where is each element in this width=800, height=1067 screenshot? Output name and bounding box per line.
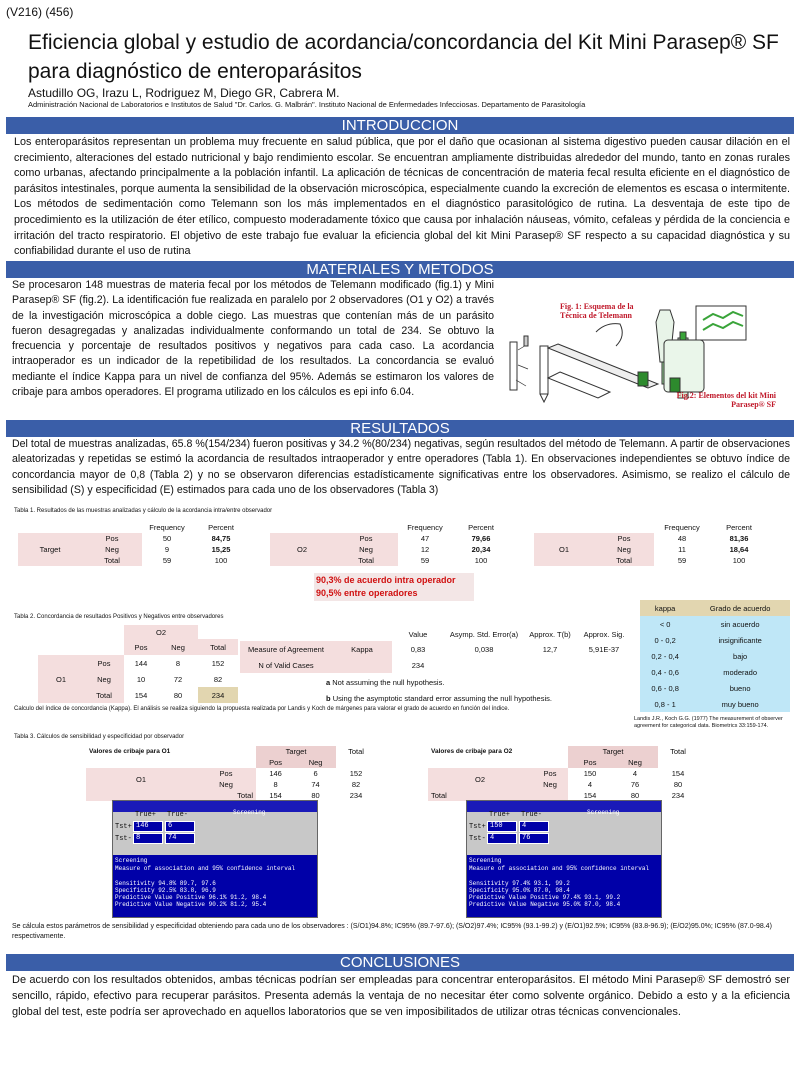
authors: Astudillo OG, Irazu L, Rodriguez M, Diego GR, Cabrera M.	[28, 86, 340, 100]
section-conclusions-header: CONCLUSIONES	[6, 954, 794, 971]
table1-o2: Frequency Percent O2 Pos 47 79,66 Neg 12 20,34 Total 59 100	[270, 522, 510, 566]
section-results-header: RESULTADOS	[6, 420, 794, 437]
intro-text: Los enteroparásitos representan un problema muy frecuente en salud pública, que por el daño que ocasionan al sistema digestivo pueden causar dilación en el crecimiento, alteraciones del estado nutricional y bajo rendimiento escolar. Se encuentran ampliamente distribuidas alrededor del mundo, tanto en zonas rurales como urbanas, afectando principalmente a la población infantil. La aplicación de técnicas de concentración de materia fecal resulta eficiente en el diagnóstico de parásitos intestinales, porque aumenta la sensibilidad de la observación microscópica, especialmente cuando la excreción de elementos es escasa o intermitente. Los métodos de sedimentación como Telemann son los más implementados en el diagnóstico parasitológico de rutina. La desventaja de este tipo de procedimiento es la utilización de éter etílico, compuesto moderadamente tóxico que causa por inhalación náuseas, vómito, cefaleas y pérdida de la conciencia e irritación del tracto respiratorio. El objetivo de este trabajo fue evaluar la eficiencia global del kit Mini Parasep® SF respecto a su capacidad diagnóstica y su confiabilidad durante el uso de rutina	[14, 136, 790, 258]
fig2-caption: Fig.2: Elementos del kit Mini Parasep® SF	[676, 391, 776, 409]
kappa-reference: Landis J.R., Koch G.G. (1977) The measurement of observer agreement for categorical data. Biometrics 33:159-174.	[634, 716, 783, 729]
kappa-scale-table: kappa Grado de acuerdo < 0 sin acuerdo 0 - 0,2 insignificante 0,2 - 0,4 bajo 0,4 - 0,6 moderado 0,6 - 0,8 bueno 0,8 - 1 muy bueno	[640, 600, 790, 712]
table1-o1: Frequency Percent O1 Pos 48 81,36 Neg 11 18,64 Total 59 100	[534, 522, 768, 566]
table2-note-b: b Using the asymptotic standard error assuming the null hypothesis.	[326, 694, 552, 703]
agreement-summary	[314, 573, 474, 601]
table3-o2: Valores de cribaje para O2 Target Total Pos Neg O2 Pos 150 4 154 Neg 4 76 80 Total 154 80 234	[428, 746, 698, 801]
methods-text: Se procesaron 148 muestras de materia fecal por los métodos de Telemann modificado (fig.1) y Mini Parasep® SF (fig.2). La identificación fue realizada en paralelo por 2 observadores (O1 y O2) a través de la investigación microscópica a doble ciego. Las muestras que contenían más de un parásito fueron desagregadas y analizadas individualmente conformando un total de 234. Se obtuvo la frecuencia y porcentaje de resultados positivos y negativos para cada caso. La acordancia intraoperador es un indicador de la repetibilidad de los resultados. La concordancia se evaluó mediante el índice Kappa para un nivel de confianza del 95%. Además se estimaron los valores de cribaje para ambos operadores. El programa utilizado en los cálculos es epi info 6.04.	[12, 279, 494, 399]
table2-note-a: a Not assuming the null hypothesis.	[326, 678, 445, 687]
table3-o1: Valores de cribaje para O1 Target Total Pos Neg O1 Pos 146 6 152 Neg 8 74 82 Total 154 80 234	[86, 746, 376, 801]
sensitivity-note: Se cálcula estos parámetros de sensibilidad y especificidad obteniendo para cada uno de los observadores : (S/O1)94.8%; IC95% (89.7-97.6); (S/O2)97.4%; IC95% (93.1-99.2) y (E/O1)92.5%; IC95% (83.8-96.9); (E/O2)95.0%; IC95% (87.0-98.4) respectivamente.	[12, 923, 772, 940]
table3-caption: Tabla 3. Cálculos de sensibilidad y especificidad por observador	[14, 734, 185, 740]
poster-title: Eficiencia global y estudio de acordancia/concordancia del Kit Mini Parasep® SF para diagnóstico de enteroparásitos	[28, 31, 779, 83]
fig1-caption: Fig. 1: Esquema de la Técnica de Telemann	[560, 302, 634, 320]
kappa-calc-note: Calculo del índice de concordancia (Kappa). El análisis se realiza siguiendo la propuesta realizada por Landis y Koch de márgenes para valorar el grado de acuerdo en función del índice.	[14, 706, 510, 712]
section-methods-header: MATERIALES Y METODOS	[6, 261, 794, 278]
table2-caption: Tabla 2. Concordancia de resultados Positivos y Negativos entre observadores	[14, 614, 224, 620]
methods-figures	[498, 280, 798, 412]
poster-code: (V216) (456)	[6, 5, 74, 19]
table1-target: Frequency Percent Target Pos 50 84,75 Neg 9 15,25 Total 59 100	[18, 522, 250, 566]
table1-caption: Tabla 1. Resultados de las muestras analizadas y cálculo de la acordancia intra/entre observador	[14, 508, 273, 514]
section-intro-header: INTRODUCCION	[6, 117, 794, 134]
table2-kappa-stats: Value Asymp. Std. Error(a) Approx. T(b) Approx. Sig. Measure of Agreement Kappa 0,83 0,038 12,7 5,91E-37 N of Valid Cases 234	[240, 627, 632, 673]
results-text: Del total de muestras analizadas, 65.8 %(154/234) fueron positivas y 34.2 %(80/234) negativas, según resultados del método de Telemann. A partir de observaciones aleatorizadas y repetidas se estimó la acordancia de resultados intraoperador y entre operadores (Tabla 1). En observaciones independientes se obtuvo índice de concordancia mayor de 0,8 (Tabla 2) y no se observaron diferencias estadísticamente significativas entre los observadores. Asimismo, se realizo el cálculo de sensibilidad (S) y especificidad (E) estimados para cada uno de los observadores (Tabla 3)	[12, 438, 790, 497]
epi-info-screen-o2: Screening True+ True- Tst+ Tst- 150 4 4 76 Screening Measure of association and 95% confidence interval Sensitivity 97.4% 93.1, 99.2 Specificity 95.0% 87.0, 98.4 Predictive Value Positive 97.4% 93.1, 99.2 Predictive Value Negative 95.0% 87.0, 98.4	[466, 800, 662, 918]
intra-agreement: 90,3% de acuerdo intra operador	[316, 575, 456, 585]
conclusion-text: De acuerdo con los resultados obtenidos, ambas técnicas podrían ser empleadas para concentrar enteroparásitos. El método Mini Parasep® SF demostró ser sencillo, rápido, efectivo para recuperar parásitos. Presenta además la ventaja de no necesitar éter como solvente orgánico. Debido a esto y a la eficiencia global del test, este podría ser aprovechado en aquellos laboratorios que se ven imposibilitados de utilizar otras técnicas convencionales.	[12, 974, 790, 1018]
inter-agreement: 90,5% entre operadores	[316, 588, 418, 598]
table2-crosstab: O2 Pos Neg Total O1 Pos 144 8 152 Neg 10 72 82 Total 154 80 234	[38, 625, 238, 703]
epi-info-screen-o1: Screening True+ True- Tst+ Tst- 146 6 8 74 Screening Measure of association and 95% confidence interval Sensitivity 94.8% 89.7, 97.6 Specificity 92.5% 83.8, 96.9 Predictive Value Positive 96.1% 91.2, 98.4 Predictive Value Negative 90.2% 81.2, 95.4	[112, 800, 318, 918]
institution: Administración Nacional de Laboratorios e Institutos de Salud "Dr. Carlos. G. Malbrán". Instituto Nacional de Enfermedades Infecciosas. Departamento de Parasitología	[28, 100, 586, 109]
